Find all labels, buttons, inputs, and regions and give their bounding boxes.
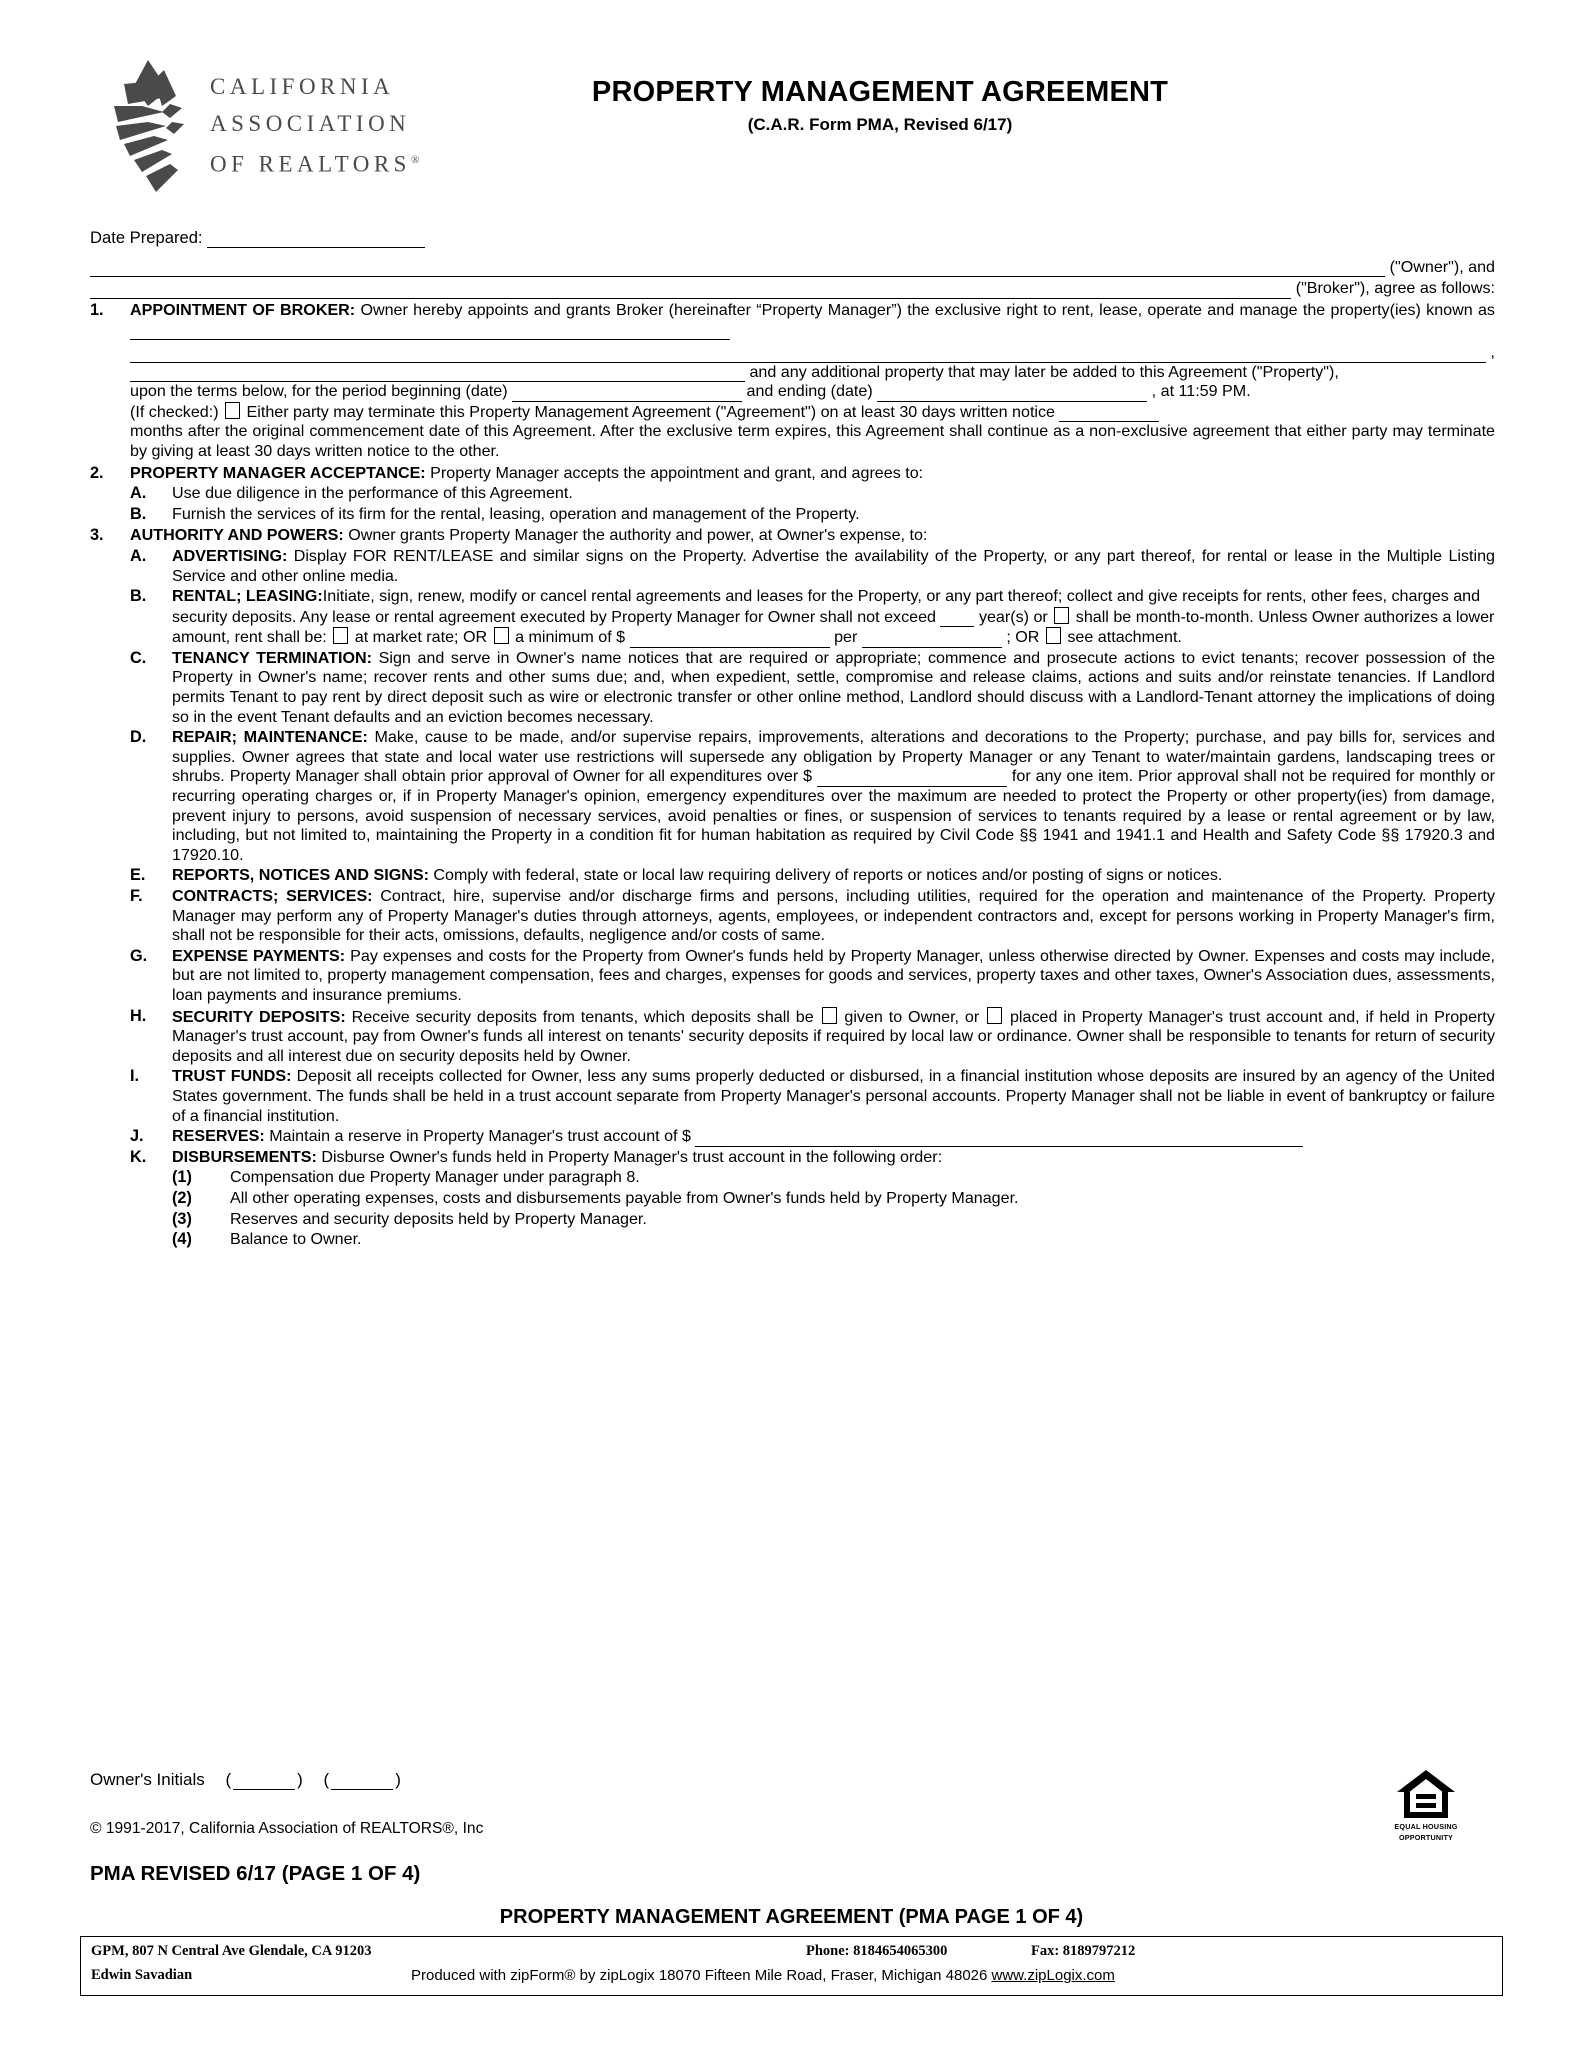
section-1-text-4c: , at 11:59 PM.	[1151, 382, 1251, 401]
section-3-item-b-text-d: at market rate; OR	[354, 628, 488, 647]
section-3-item-b-text-b: year(s) or	[978, 607, 1048, 626]
property-extra-input[interactable]	[130, 345, 1486, 363]
section-3-item-a-heading: ADVERTISING:	[172, 546, 288, 565]
disbursement-item-2	[172, 1189, 1495, 1209]
section-3	[90, 526, 1495, 1249]
section-3-item-h-text-a: Receive security deposits from tenants, which deposits shall be	[351, 1007, 814, 1026]
section-3-item-b-text-g: ; OR	[1006, 628, 1040, 647]
section-3-item-b-heading: RENTAL; LEASING:	[172, 587, 323, 606]
section-2-item-b-text: Furnish the services of its firm for the rental, leasing, operation and management of the Property.	[172, 504, 860, 523]
section-3-item-d-letter: D.	[130, 728, 147, 747]
broker-name-input[interactable]	[90, 281, 1291, 299]
minimum-rent-checkbox[interactable]	[494, 627, 509, 644]
date-prepared-label: Date Prepared:	[90, 228, 203, 247]
section-3-item-c-body	[172, 649, 1495, 727]
section-3-item-d-body	[172, 728, 1495, 865]
section-2-item-a-text: Use due diligence in the performance of this Agreement.	[172, 484, 573, 503]
section-1-text-1: Owner hereby appoints and grants Broker (hereinafter “Property Manager”) the exclusive right to rent, lease, operate and manage the property(ies) known as	[360, 300, 1495, 319]
section-3-item-e	[130, 866, 1495, 886]
section-2-item-b	[130, 505, 1495, 525]
section-3-item-d	[130, 728, 1495, 865]
section-3-item-d-text-b: for any one item. Prior approval shall not be required for monthly or recurring operating charges or, if in Property Manager's opinion, emergency expenditures over the maximum are needed to protect the Property or other property(ies) from damage, prevent injury to persons, avoid suspension of necessary services, avoid penalties or fines, or suspension of services to tenants required by a lease or rental agreement or by law, including, but not limited to, maintaining the Property in a condition fit for human habitation as required by Civil Code §§ 1941 and 1941.1 and Health and Safety Code §§ 17920.3 and 17920.10.	[172, 767, 1495, 864]
section-3-item-a-body	[172, 547, 1495, 586]
disbursement-item-3-label: (3)	[172, 1209, 192, 1228]
date-prepared-row	[90, 228, 1495, 248]
broker-line	[90, 279, 1495, 299]
section-3-item-e-heading: REPORTS, NOTICES AND SIGNS:	[172, 866, 429, 885]
section-3-item-k	[130, 1148, 1495, 1250]
section-1-paragraph-3	[130, 363, 1495, 383]
section-3-item-e-text: Comply with federal, state or local law requiring delivery of reports or notices and/or posting of signs or notices.	[433, 866, 1223, 885]
market-rate-checkbox[interactable]	[333, 627, 348, 644]
section-3-item-a-letter: A.	[130, 546, 147, 565]
section-3-item-k-letter: K.	[130, 1147, 147, 1166]
section-3-item-h-letter: H.	[130, 1006, 147, 1025]
section-1-text-5b: Either party may terminate this Property Management Agreement ("Agreement") on at least 30 days written notice	[246, 402, 1055, 421]
section-3-item-j-text: Maintain a reserve in Property Manager's trust account of $	[269, 1127, 691, 1146]
section-3-item-h-text-c: placed in Property Manager's trust account and, if held in Property Manager's trust account, pay from Owner's funds all interest on tenants' security deposits if required by local law or ordinance. Owner shall be responsible to tenants for return of security deposits and all interest due on security deposits held by Owner.	[172, 1007, 1495, 1065]
owners-initials-label: Owner's Initials	[90, 1770, 205, 1789]
section-3-item-i-heading: TRUST FUNDS:	[172, 1067, 292, 1086]
owners-initials-slot-1[interactable]: ( )	[225, 1770, 303, 1789]
disbursement-item-2-text: All other operating expenses, costs and disbursements payable from Owner's funds held by Property Manager.	[230, 1188, 1019, 1207]
disbursement-item-1-text: Compensation due Property Manager under paragraph 8.	[230, 1168, 640, 1187]
section-3-item-i-body	[172, 1067, 1495, 1126]
date-prepared-input[interactable]	[207, 232, 425, 248]
section-3-item-h-body	[172, 1007, 1495, 1067]
section-3-item-b-letter: B.	[130, 587, 147, 606]
see-attachment-checkbox[interactable]	[1046, 627, 1061, 644]
section-3-item-i-text: Deposit all receipts collected for Owner, less any sums properly deducted or disbursed, in a financial institution whose deposits are insured by an agency of the United States government. The funds shall be held in a trust account separate from Property Manager's personal accounts. Property Manager shall not be liable in event of bankruptcy or failure of a financial institution.	[172, 1067, 1495, 1125]
owner-suffix: ("Owner"), and	[1389, 257, 1495, 276]
section-3-item-f-text: Contract, hire, supervise and/or discharge firms and persons, including utilities, required for the operation and maintenance of the Property. Property Manager may perform any of Property Manager's duties through attorneys, agents, employees, or independent contractors and, except for persons working in Property Manager's firm, shall not be responsible for their acts, omissions, defaults, negligence and/or costs of same.	[172, 887, 1495, 945]
brokerage-phone: Phone: 8184654065300	[806, 1943, 948, 1959]
property-additional-input[interactable]	[130, 367, 745, 382]
footer-center-title: PROPERTY MANAGEMENT AGREEMENT (PMA PAGE 1 OF 4)	[499, 1906, 1084, 1928]
agent-name: Edwin Savadian	[91, 1967, 193, 1983]
document-body	[90, 228, 1495, 1250]
zipform-produced-text: Produced with zipForm® by zipLogix 18070 Fifteen Mile Road, Fraser, Michigan 48026	[411, 1967, 988, 1984]
lease-years-input[interactable]	[940, 612, 974, 627]
section-1-text-5a: (If checked:)	[130, 402, 219, 421]
brokerage-office-address: GPM, 807 N Central Ave Glendale, CA 91203	[91, 1943, 372, 1959]
section-1-paragraph-6: months after the original commencement date of this Agreement. After the exclusive term expires, this Agreement shall continue as a non-exclusive agreement that either party may terminate by giving at least 30 days written notice to the other.	[130, 422, 1495, 460]
notice-months-input[interactable]	[1059, 407, 1159, 422]
section-3-item-b-text-h: see attachment.	[1067, 628, 1182, 647]
section-3-item-h	[130, 1007, 1495, 1067]
section-2-intro-row	[130, 464, 1495, 484]
deposit-to-owner-checkbox[interactable]	[822, 1007, 837, 1024]
section-3-item-f	[130, 887, 1495, 946]
logo-line-2: ASSOCIATION	[210, 111, 411, 136]
section-3-item-g-letter: G.	[130, 946, 148, 965]
terminate-checkbox[interactable]	[225, 402, 240, 419]
section-1-number: 1.	[90, 300, 104, 319]
property-name-input[interactable]	[130, 325, 730, 340]
section-3-item-a-text: Display FOR RENT/LEASE and similar signs on the Property. Advertise the availability of the Property, or any part thereof, for rental or lease in the Multiple Listing Service and other online media.	[172, 546, 1495, 585]
owner-name-input[interactable]	[90, 259, 1385, 277]
section-3-item-g-text: Pay expenses and costs for the Property from Owner's funds held by Property Manager, unless otherwise directed by Owner. Expenses and costs may include, but are not limited to, property management compensation, fees and charges, expenses for goods and services, property taxes and other taxes, Owner's Association dues, assessments, loan payments and insurance premiums.	[172, 946, 1496, 1004]
section-3-item-f-heading: CONTRACTS; SERVICES:	[172, 887, 373, 905]
section-1-paragraph-1	[130, 301, 1495, 340]
section-1-paragraph-5	[130, 402, 1495, 423]
section-1-text-3: and any additional property that may later be added to this Agreement ("Property"),	[749, 362, 1339, 381]
eho-caption-line-1: EQUAL HOUSING	[1394, 1822, 1458, 1831]
document-header	[0, 46, 1583, 196]
section-2-intro: Property Manager accepts the appointment and grant, and agrees to:	[430, 463, 924, 482]
month-to-month-checkbox[interactable]	[1054, 607, 1069, 624]
section-3-item-f-letter: F.	[130, 887, 143, 905]
section-3-item-b	[130, 587, 1495, 648]
disbursement-item-3	[172, 1210, 1495, 1230]
owner-line	[90, 258, 1495, 278]
section-3-item-k-heading: DISBURSEMENTS:	[172, 1147, 317, 1166]
page-title: PROPERTY MANAGEMENT AGREEMENT	[591, 76, 1169, 108]
logo-line-1: CALIFORNIA	[210, 74, 395, 99]
section-1-text-2: ,	[1490, 342, 1495, 361]
section-3-item-i-letter: I.	[130, 1067, 140, 1086]
copyright-notice: © 1991-2017, California Association of REALTORS®, Inc	[90, 1820, 484, 1837]
logo-line-3: OF REALTORS®	[210, 151, 420, 177]
section-3-item-g	[130, 947, 1495, 1006]
period-begin-input[interactable]	[512, 387, 742, 402]
zipform-footer-box	[80, 1936, 1503, 1996]
section-1-heading: APPOINTMENT OF BROKER:	[130, 300, 356, 319]
section-3-item-c	[130, 649, 1495, 727]
eho-caption-line-2: OPPORTUNITY	[1398, 1833, 1454, 1842]
section-1-text-4a: upon the terms below, for the period beginning (date)	[130, 382, 508, 401]
equal-housing-opportunity-logo	[1378, 1768, 1474, 1842]
section-2-item-a	[130, 484, 1495, 504]
disbursement-item-4	[172, 1230, 1495, 1250]
section-3-item-f-body	[172, 887, 1495, 946]
disbursement-item-1	[172, 1168, 1495, 1188]
section-3-item-k-body	[172, 1148, 1495, 1250]
section-3-item-j-body	[172, 1127, 1495, 1147]
section-2-item-b-letter: B.	[130, 504, 147, 523]
car-logo-mark	[104, 60, 192, 195]
section-3-item-c-heading: TENANCY TERMINATION:	[172, 648, 373, 667]
section-3-item-h-text-b: given to Owner, or	[844, 1007, 980, 1026]
brokerage-fax: Fax: 8189797212	[1031, 1943, 1136, 1959]
section-3-item-k-text: Disburse Owner's funds held in Property Manager's trust account in the following order:	[321, 1147, 943, 1166]
broker-suffix: ("Broker"), agree as follows:	[1295, 279, 1495, 298]
disbursement-item-4-label: (4)	[172, 1230, 192, 1249]
section-3-item-a	[130, 547, 1495, 586]
section-3-item-j-heading: RESERVES:	[172, 1127, 265, 1146]
section-3-item-c-text: Sign and serve in Owner's name notices that are required or appropriate; commence and prosecute actions to evict tenants; recover possession of the Property in Owner's name; recover rents and other sums due; and, when expedient, settle, compromise and release claims, actions and suits and/or reinstate tenancies. If Landlord permits Tenant to pay rent by direct deposit such as wire or electronic transfer or other online method, Landlord should discuss with a Landlord-Tenant attorney the implications of doing so in the event Tenant defaults and an eviction becomes necessary.	[172, 648, 1495, 726]
disbursement-item-1-label: (1)	[172, 1168, 192, 1187]
section-2-number: 2.	[90, 463, 104, 482]
section-3-item-b-text-f: per	[834, 628, 858, 647]
disbursement-item-3-text: Reserves and security deposits held by Property Manager.	[230, 1209, 647, 1228]
deposit-to-trust-checkbox[interactable]	[987, 1007, 1002, 1024]
section-3-item-b-text-a: Initiate, sign, renew, modify or cancel rental agreements and leases for the Property, or any part thereof; collect and give receipts for rents, other fees, charges and security deposits. Any lease or rental agreement executed by Property Manager for Owner shall not exceed	[172, 587, 1481, 626]
section-1-paragraph-4	[130, 382, 1495, 402]
reserve-amount-input[interactable]	[695, 1132, 1303, 1147]
section-2-heading: PROPERTY MANAGER ACCEPTANCE:	[130, 463, 426, 482]
section-3-item-b-body	[172, 587, 1495, 648]
section-3-heading: AUTHORITY AND POWERS:	[130, 526, 344, 545]
zipform-produced-line	[411, 1967, 1115, 1984]
ziplogix-url-link[interactable]: www.zipLogix.com	[991, 1967, 1115, 1984]
section-3-intro: Owner grants Property Manager the authority and power, at Owner's expense, to:	[348, 526, 928, 545]
section-3-item-d-heading: REPAIR; MAINTENANCE:	[172, 728, 368, 747]
minimum-rent-amount-input[interactable]	[630, 633, 830, 648]
section-3-number: 3.	[90, 526, 104, 545]
car-logo-text	[210, 68, 419, 183]
section-3-item-d-text-a: Make, cause to be made, and/or supervise repairs, improvements, alterations and decorations to the Property; purchase, and pay bills for, services and supplies. Owner agrees that state and local water use restrictions will supersede any obligation by Property Manager or any Tenant to water/maintain gardens, landscaping trees or shrubs. Property Manager shall obtain prior approval of Owner for all expenditures over $	[172, 728, 1495, 786]
section-3-item-e-body	[172, 866, 1495, 886]
section-2-item-a-letter: A.	[130, 484, 147, 503]
section-1-text-4b: and ending (date)	[746, 382, 873, 401]
section-3-item-h-heading: SECURITY DEPOSITS:	[172, 1007, 346, 1026]
expenditure-limit-input[interactable]	[817, 772, 1007, 787]
section-3-item-j-letter: J.	[130, 1127, 144, 1146]
section-2	[90, 464, 1495, 525]
section-3-intro-row	[130, 526, 1495, 546]
title-block	[430, 76, 1330, 135]
section-3-item-k-intro-row	[172, 1148, 1495, 1168]
form-revision-label: PMA REVISED 6/17 (PAGE 1 OF 4)	[90, 1862, 421, 1885]
section-3-item-j	[130, 1127, 1495, 1147]
rent-period-input[interactable]	[862, 633, 1002, 648]
section-3-item-e-letter: E.	[130, 866, 146, 885]
house-icon	[1395, 1768, 1457, 1820]
page-subtitle: (C.A.R. Form PMA, Revised 6/17)	[747, 115, 1013, 134]
owners-initials-row	[90, 1770, 401, 1790]
section-3-item-b-text-e: a minimum of $	[515, 628, 626, 647]
section-3-item-c-letter: C.	[130, 648, 147, 667]
owners-initials-slot-2[interactable]: ( )	[323, 1770, 401, 1789]
section-3-item-i	[130, 1067, 1495, 1126]
section-1-property-extra-row	[130, 343, 1495, 363]
section-1	[90, 301, 1495, 462]
section-3-item-g-body	[172, 947, 1495, 1006]
period-end-input[interactable]	[877, 387, 1147, 402]
section-3-item-b-text-c: shall be month-to-month. Unless Owner authorizes a lower amount, rent shall be:	[172, 607, 1495, 647]
disbursement-item-4-text: Balance to Owner.	[230, 1230, 362, 1249]
disbursement-item-2-label: (2)	[172, 1188, 192, 1207]
section-3-item-g-heading: EXPENSE PAYMENTS:	[172, 946, 346, 965]
